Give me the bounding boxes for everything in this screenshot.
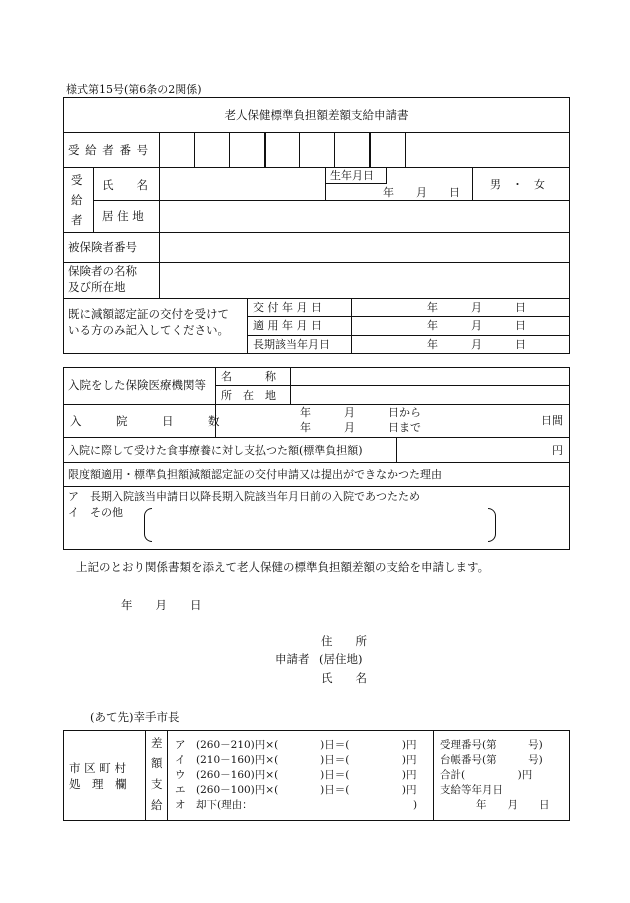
diff-label-2: 額 xyxy=(151,756,163,770)
issue-date-value[interactable]: 年 月 日 xyxy=(427,301,526,314)
certificate-note-line1: 既に減額認定証の交付を受けて xyxy=(68,307,229,321)
hospital-days-unit: 日間 xyxy=(541,414,563,427)
birthdate-value[interactable]: 年 月 日 xyxy=(383,186,460,199)
applicant-label: 申請者 xyxy=(275,652,310,666)
calc-row-a[interactable]: ア (260－210)円×( )日＝( )円 xyxy=(175,739,417,751)
insured-number-input[interactable] xyxy=(160,233,570,262)
rejection-close: ) xyxy=(413,799,418,811)
total-amount[interactable]: 合計( )円 xyxy=(440,769,533,781)
receipt-number[interactable]: 受理番号(第 号) xyxy=(440,739,543,751)
reason-title: 限度額適用・標準負担額減額認定証の交付申請又は提出ができなかつた理由 xyxy=(68,468,442,481)
recipient-group-label-1: 受 xyxy=(71,173,83,187)
insured-number-label: 被保険者番号 xyxy=(68,240,137,254)
certificate-note-line2: いる方のみ記入してください。 xyxy=(68,323,229,337)
applicant-address-input[interactable] xyxy=(372,632,562,666)
recipient-address-input[interactable] xyxy=(160,201,570,232)
address-label: 居 住 地 xyxy=(102,209,144,223)
reason-other-input[interactable] xyxy=(153,510,487,540)
calc-row-e[interactable]: エ (260－100)円×( )日＝( )円 xyxy=(175,784,417,796)
municipal-label-line2: 処 理 欄 xyxy=(69,777,127,791)
diff-label-1: 差 xyxy=(151,736,163,750)
applicant-address-sub: (居住地) xyxy=(319,652,363,666)
meal-cost-label: 入院に際して受けた食事療養に対し支払つた額(標準負担額) xyxy=(68,444,363,457)
hospital-to-date[interactable]: 年 月 日まで xyxy=(300,421,421,434)
recipient-number-input[interactable] xyxy=(160,133,405,167)
insurer-input[interactable] xyxy=(160,263,570,298)
institution-label: 入院をした保険医療機関等 xyxy=(68,378,206,392)
application-statement: 上記のとおり関係書類を添えて老人保健の標準負担額差額の支給を申請します。 xyxy=(76,560,490,574)
long-term-date-value[interactable]: 年 月 日 xyxy=(427,338,526,351)
yen-unit: 円 xyxy=(552,444,563,457)
birthdate-label: 生年月日 xyxy=(330,169,374,182)
issue-date-label: 交 付 年 月 日 xyxy=(253,301,322,314)
diff-label-4: 給 xyxy=(151,798,163,812)
meal-cost-input[interactable] xyxy=(397,438,547,462)
recipient-number-label: 受 給 者 番 号 xyxy=(68,143,150,157)
recipient-group-label-3: 者 xyxy=(71,213,83,227)
application-date[interactable]: 年 月 日 xyxy=(121,598,202,612)
institution-name-input[interactable] xyxy=(291,368,570,385)
hospital-days-label: 入 院 日 数 xyxy=(70,414,220,428)
name-label: 氏 名 xyxy=(102,178,148,192)
apply-date-value[interactable]: 年 月 日 xyxy=(427,319,526,332)
insurer-label-line1: 保険者の名称 xyxy=(68,264,137,278)
institution-name-label: 名 称 xyxy=(221,370,276,383)
reason-option-i[interactable]: イ その他 xyxy=(68,506,123,519)
reason-option-a[interactable]: ア 長期入院該当申請日以降長期入院該当年月日前の入院であつたため xyxy=(68,490,420,503)
long-term-date-label: 長期該当年月日 xyxy=(253,338,330,351)
rejection-row[interactable]: オ 却下(理由： xyxy=(175,799,253,811)
payment-date-value[interactable]: 年 月 日 xyxy=(476,799,550,811)
institution-location-label: 所 在 地 xyxy=(221,389,276,402)
addressee: (あて先)幸手市長 xyxy=(90,710,180,724)
institution-location-input[interactable] xyxy=(291,386,570,404)
applicant-name-input[interactable] xyxy=(372,668,562,688)
calc-row-u[interactable]: ウ (260－160)円×( )日＝( )円 xyxy=(175,769,417,781)
diff-label-3: 支 xyxy=(151,777,163,791)
recipient-group-label-2: 給 xyxy=(71,193,83,207)
payment-date-label: 支給等年月日 xyxy=(440,784,503,796)
apply-date-label: 適 用 年 月 日 xyxy=(253,319,322,332)
hospital-from-date[interactable]: 年 月 日から xyxy=(300,406,421,419)
insurer-label-line2: 及び所在地 xyxy=(68,280,126,294)
sex-selector[interactable]: 男 ・ 女 xyxy=(490,178,545,191)
municipal-label-line1: 市 区 町 村 xyxy=(69,761,126,775)
applicant-address-label: 住 所 xyxy=(321,634,367,648)
recipient-name-input[interactable] xyxy=(160,168,325,200)
applicant-name-label: 氏 名 xyxy=(321,671,367,685)
form-title: 老人保健標準負担額差額支給申請書 xyxy=(224,108,409,122)
calc-row-i[interactable]: イ (210－160)円×( )日＝( )円 xyxy=(175,754,417,766)
ledger-number[interactable]: 台帳番号(第 号) xyxy=(440,754,543,766)
form-format-label: 様式第15号(第6条の2関係) xyxy=(66,83,202,96)
